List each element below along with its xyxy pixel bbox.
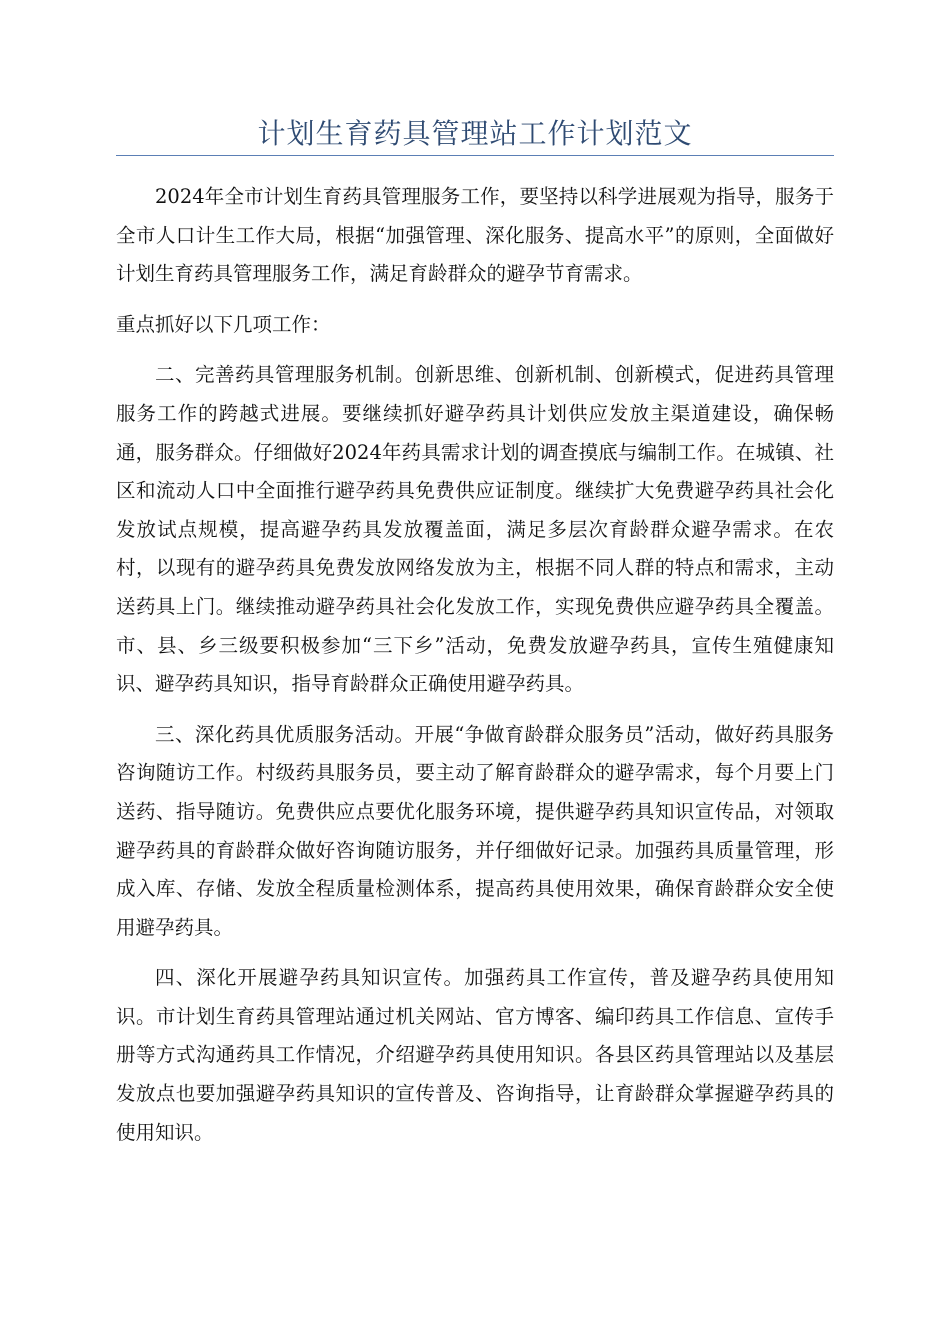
paragraph-section-4: 四、深化开展避孕药具知识宣传。加强药具工作宣传，普及避孕药具使用知识。市计划生育药具管理站通过机关网站、官方博客、编印药具工作信息、宣传手册等方式沟通药具工作情况，介绍避孕药具使用知识。各县区药具管理站以及基层发放点也要加强避孕药具知识的宣传普及、咨询指导，让育龄群众掌握避孕药具的使用知识。 [116,966,834,1144]
paragraph-section-3: 三、深化药具优质服务活动。开展“争做育龄群众服务员”活动，做好药具服务咨询随访工作。村级药具服务员，要主动了解育龄群众的避孕需求，每个月要上门送药、指导随访。免费供应点要优化服务环境，提供避孕药具知识宣传品，对领取避孕药具的育龄群众做好咨询随访服务，并仔细做好记录。加强药具质量管理，形成入库、存储、发放全程质量检测体系，提高药具使用效果，确保育龄群众安全使用避孕药具。 [116,722,834,939]
document-body [116,178,834,1164]
paragraph-section-2: 二、完善药具管理服务机制。创新思维、创新机制、创新模式，促进药具管理服务工作的跨越式进展。要继续抓好避孕药具计划供应发放主渠道建设，确保畅通，服务群众。仔细做好2024年药具需求计划的调查摸底与编制工作。在城镇、社区和流动人口中全面推行避孕药具免费供应证制度。继续扩大免费避孕药具社会化发放试点规模，提高避孕药具发放覆盖面，满足多层次育龄群众避孕需求。在农村，以现有的避孕药具免费发放网络发放为主，根据不同人群的特点和需求，主动送药具上门。继续推动避孕药具社会化发放工作，实现免费供应避孕药具全覆盖。市、县、乡三级要积极参加“三下乡”活动，免费发放避孕药具，宣传生殖健康知识、避孕药具知识，指导育龄群众正确使用避孕药具。 [116,363,834,696]
title-underline [116,155,834,156]
paragraph-intro: 2024年全市计划生育药具管理服务工作，要坚持以科学进展观为指导，服务于全市人口计生工作大局，根据“加强管理、深化服务、提高水平”的原则，全面做好计划生育药具管理服务工作，满足育龄群众的避孕节育需求。 [116,185,834,286]
paragraph-lead: 重点抓好以下几项工作： [116,312,331,336]
page-title: 计划生育药具管理站工作计划范文 [257,117,693,150]
